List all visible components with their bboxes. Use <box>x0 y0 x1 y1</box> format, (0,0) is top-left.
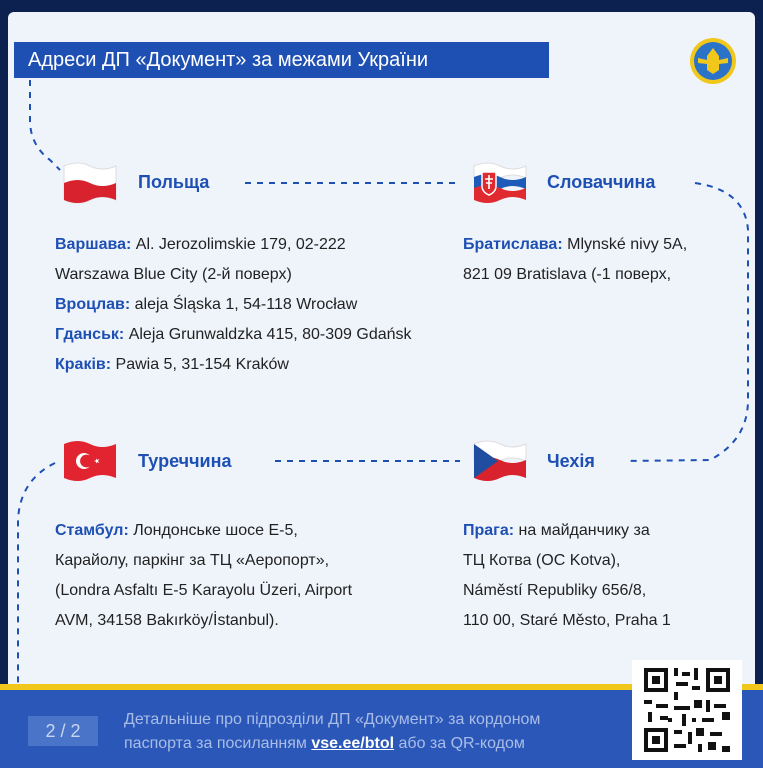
address-text: Náměstí Republiky 656/8, <box>463 582 647 599</box>
country-czechia: Чехія <box>547 451 595 471</box>
country-turkey: Туреччина <box>138 451 232 471</box>
city-label: Прага: <box>463 522 515 539</box>
poland-flag-icon <box>62 160 118 204</box>
czechia-addresses <box>463 516 671 636</box>
address-text: Aleja Grunwaldzka 415, 80-309 Gdańsk <box>128 326 412 343</box>
address-text: Карайолу, паркінг за ТЦ «Аеропорт», <box>55 552 330 569</box>
city-label: Братислава: <box>463 236 563 253</box>
footer-link[interactable]: vse.ee/btol <box>311 735 395 752</box>
address-text: aleja Śląska 1, 54-118 Wrocław <box>134 296 358 313</box>
footer-text <box>124 708 540 756</box>
address-line <box>463 230 687 260</box>
city-label: Гданськ: <box>55 326 125 343</box>
address-text: Al. Jerozolimskie 179, 02-222 <box>135 236 346 253</box>
address-line <box>55 230 412 260</box>
address-line <box>55 546 352 576</box>
poland-addresses <box>55 230 412 380</box>
address-line <box>55 350 412 380</box>
address-text: Mlynské nivy 5A, <box>567 236 688 253</box>
footer-text-part: паспорта за посиланням <box>124 735 312 752</box>
turkey-addresses <box>55 516 352 636</box>
address-line <box>55 320 412 350</box>
qr-code-icon <box>632 660 742 760</box>
page-title: Адреси ДП «Документ» за межами України <box>28 49 429 71</box>
address-text: (Londra Asfaltı E-5 Karayolu Üzeri, Airport <box>55 582 353 599</box>
slovakia-flag-icon <box>472 160 528 204</box>
city-label: Краків: <box>55 356 112 373</box>
address-line <box>55 290 412 320</box>
address-line <box>463 260 687 290</box>
address-line <box>463 606 671 636</box>
address-line <box>55 606 352 636</box>
address-text: AVM, 34158 Bakırköy/İstanbul). <box>55 612 279 629</box>
address-line <box>463 516 671 546</box>
slovakia-addresses <box>463 230 687 290</box>
address-line <box>55 576 352 606</box>
country-poland: Польща <box>138 172 210 192</box>
turkey-flag-icon <box>62 438 118 482</box>
address-text: Pawia 5, 31-154 Kraków <box>115 356 289 373</box>
address-line <box>463 576 671 606</box>
address-line <box>463 546 671 576</box>
czechia-flag-icon <box>472 438 528 482</box>
address-text: ТЦ Котва (OC Kotva), <box>463 552 621 569</box>
footer-line-2 <box>124 732 540 756</box>
address-line <box>55 516 352 546</box>
city-label: Варшава: <box>55 236 132 253</box>
address-text: Warszawa Blue City (2-й поверх) <box>55 266 292 283</box>
city-label: Стамбул: <box>55 522 129 539</box>
address-line <box>55 260 412 290</box>
address-text: 821 09 Bratislava (-1 поверх, <box>463 266 672 283</box>
address-text: 110 00, Staré Město, Praha 1 <box>463 612 671 629</box>
address-text: Лондонське шосе E-5, <box>133 522 298 539</box>
country-slovakia: Словаччина <box>547 172 656 192</box>
address-text: на майданчику за <box>518 522 650 539</box>
page-indicator: 2 / 2 <box>28 716 98 746</box>
footer-line-1: Детальніше про підрозділи ДП «Документ» за кордоном <box>124 711 541 728</box>
footer-text-part: або за QR-кодом <box>394 735 525 752</box>
qr-code[interactable] <box>632 660 742 760</box>
city-label: Вроцлав: <box>55 296 131 313</box>
